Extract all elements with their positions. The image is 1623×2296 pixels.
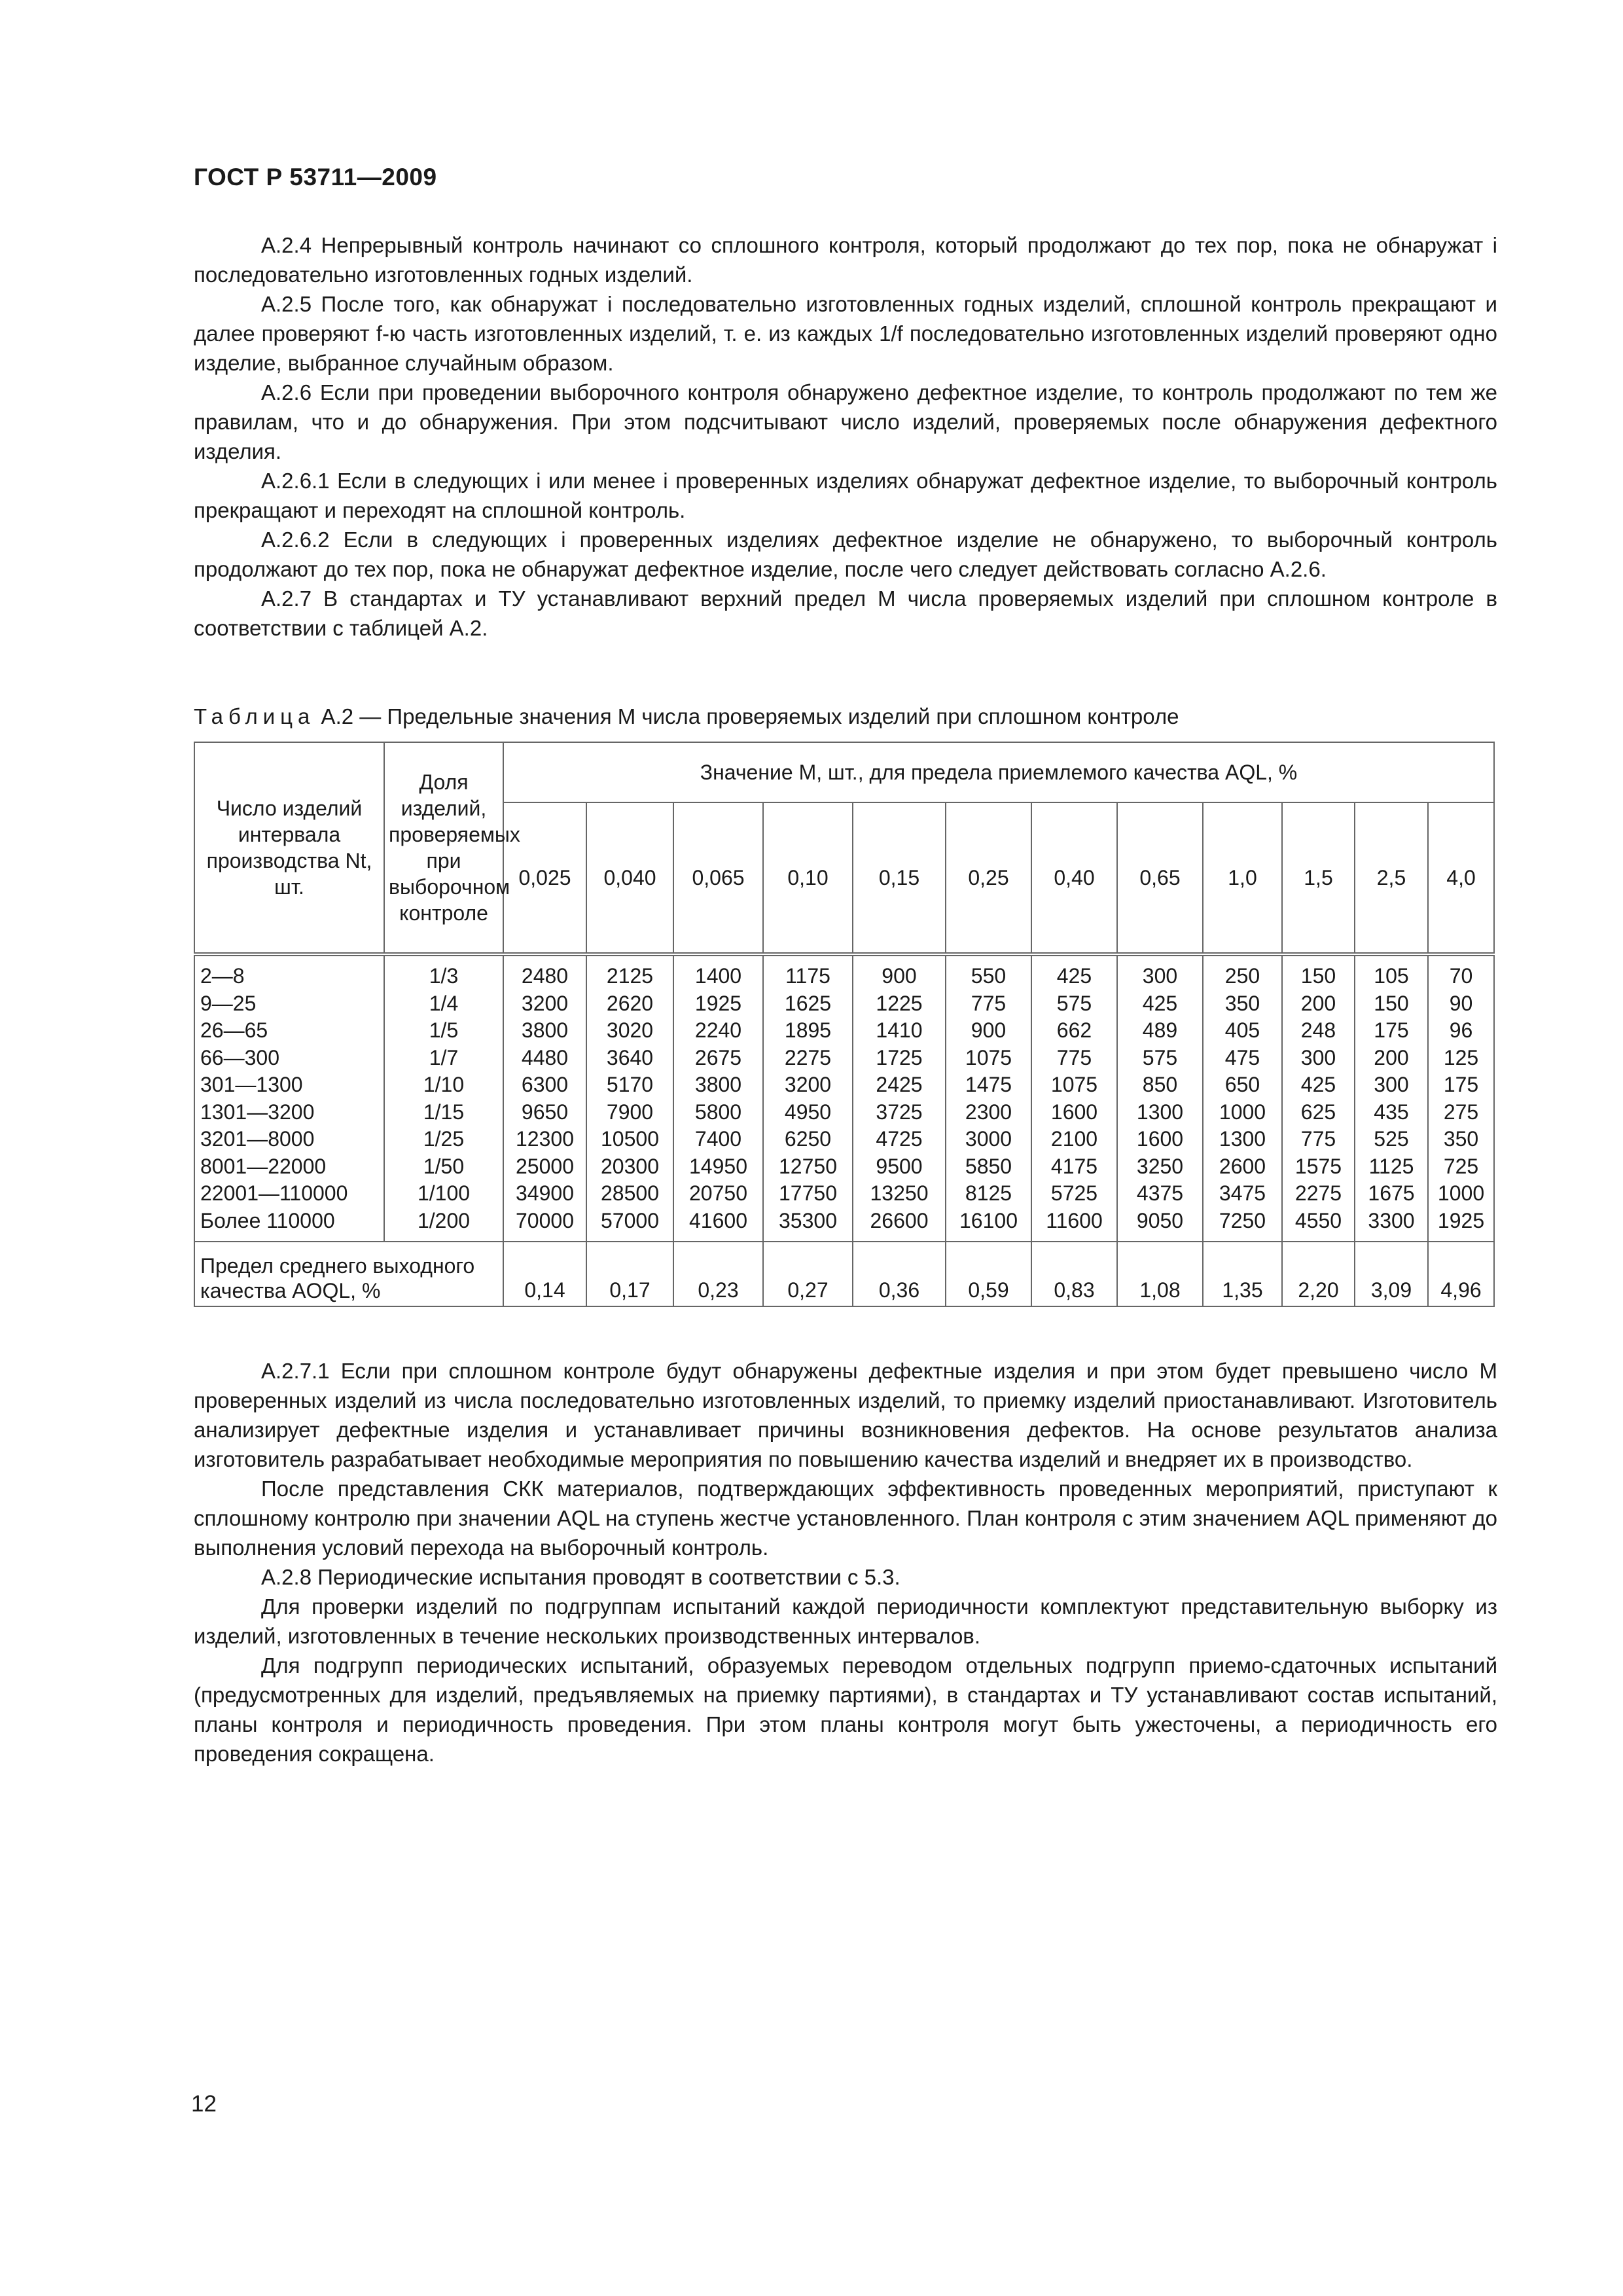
- table-cell: 1895: [784, 1018, 832, 1042]
- aql-header-cell: 0,025: [503, 802, 586, 954]
- value-column: [1117, 954, 1203, 1242]
- table-cell: 20300: [601, 1154, 659, 1178]
- table-cell: 9500: [876, 1154, 923, 1178]
- table-cell: 1300: [1219, 1127, 1266, 1151]
- value-column: [1355, 954, 1428, 1242]
- table-cell: 1/4: [429, 991, 459, 1015]
- col-header-fraction: Доля изделий, проверяемых при выборочном контроле: [384, 742, 503, 954]
- table-cell: 9050: [1136, 1208, 1184, 1232]
- aql-header-cell: 2,5: [1355, 802, 1428, 954]
- table-cell: 301—1300: [200, 1073, 303, 1096]
- table-cell: 850: [1142, 1073, 1178, 1096]
- table-cell: 22001—110000: [200, 1181, 348, 1205]
- document-header: ГОСТ Р 53711—2009: [194, 164, 437, 190]
- table-cell: 1125: [1368, 1154, 1414, 1178]
- table-cell: 2240: [694, 1018, 742, 1042]
- aoql-cell: 0,36: [853, 1242, 946, 1306]
- table-cell: 3201—8000: [200, 1127, 315, 1151]
- table-cell: 1675: [1368, 1181, 1415, 1205]
- table-cell: 435: [1374, 1100, 1409, 1124]
- table-cell: 6300: [521, 1073, 569, 1096]
- table-cell: 4175: [1050, 1154, 1098, 1178]
- aql-header-cell: 0,10: [763, 802, 853, 954]
- paragraph: Для подгрупп периодических испытаний, образуемых переводом отдельных подгрупп приемо-сдаточных испытаний (предусмотренных для изделий, предъявляемых на приемку партиями), в стандартах и ТУ устанавливают состав испытаний, планы контроля и периодичность проведения. При этом планы контроля могут быть ужесточены, а периодичность его проведения сокращена.: [194, 1653, 1497, 1766]
- col-header-interval: Число изделий интервала производства Nt, шт.: [194, 742, 384, 954]
- table-cell: 1075: [1050, 1073, 1098, 1096]
- table-cell: 250: [1224, 964, 1260, 988]
- table-cell: 4725: [876, 1127, 923, 1151]
- table-cell: 3000: [965, 1127, 1012, 1151]
- table-cell: 90: [1449, 991, 1473, 1015]
- table-cell: 900: [971, 1018, 1007, 1042]
- table-cell: 3800: [694, 1073, 742, 1096]
- aql-header-cell: 0,040: [586, 802, 673, 954]
- table-cell: 28500: [601, 1181, 659, 1205]
- aoql-cell: 0,17: [586, 1242, 673, 1306]
- table-cell: 650: [1224, 1073, 1260, 1096]
- table-cell: 12300: [516, 1127, 574, 1151]
- value-column: [946, 954, 1031, 1242]
- table-cell: 3200: [784, 1073, 832, 1096]
- aoql-label: Предел среднего выходного качества AOQL, %: [194, 1242, 503, 1306]
- table-cell: 300: [1142, 964, 1178, 988]
- aql-header-cell: 0,65: [1117, 802, 1203, 954]
- table-cell: 425: [1142, 991, 1178, 1015]
- aoql-cell: 2,20: [1282, 1242, 1355, 1306]
- table-cell: 1/200: [417, 1208, 471, 1232]
- table-cell: 1/3: [429, 964, 459, 988]
- paragraph: А.2.6.1 Если в следующих i или менее i проверенных изделиях обнаружат дефектное изделие, то выборочный контроль прекращают и переходят на сплошной контроль.: [194, 469, 1497, 522]
- paragraph: А.2.6 Если при проведении выборочного контроля обнаружено дефектное изделие, то контроль продолжают по тем же правилам, что и до обнаружения. При этом подсчитывают число изделий, проверяемых после обнаружения дефектного изделия.: [194, 380, 1497, 463]
- table-caption: Таблица А.2 — Предельные значения М числа проверяемых изделий при сплошном контроле: [194, 704, 1179, 728]
- table-cell: 20750: [689, 1181, 747, 1205]
- text-block-bottom: [194, 1356, 1497, 1768]
- table-cell: 1/50: [423, 1154, 465, 1178]
- table-cell: 25000: [516, 1154, 574, 1178]
- table-cell: 1925: [1437, 1208, 1485, 1232]
- table-cell: 11600: [1046, 1208, 1103, 1232]
- table-cell: 2600: [1219, 1154, 1266, 1178]
- paragraph: А.2.4 Непрерывный контроль начинают со сплошного контроля, который продолжают до тех пор, пока не обнаружат i последовательно изготовленных годных изделий.: [194, 233, 1497, 287]
- aoql-cell: 1,08: [1117, 1242, 1203, 1306]
- table-cell: 6250: [784, 1127, 832, 1151]
- table-cell: 1/25: [423, 1127, 465, 1151]
- value-column: [503, 954, 586, 1242]
- aoql-cell: 0,83: [1031, 1242, 1117, 1306]
- value-column: [673, 954, 763, 1242]
- table-cell: 3200: [521, 991, 569, 1015]
- table-cell: 2480: [521, 964, 569, 988]
- table-cell: 8001—22000: [200, 1154, 327, 1178]
- aql-header-cell: 0,40: [1031, 802, 1117, 954]
- table-cell: 1400: [694, 964, 742, 988]
- table-cell: 1925: [694, 991, 742, 1015]
- table-cell: 1300: [1136, 1100, 1184, 1124]
- table-cell: 775: [971, 991, 1007, 1015]
- table-cell: 425: [1300, 1073, 1336, 1096]
- table-cell: 17750: [779, 1181, 837, 1205]
- table-cell: 2620: [606, 991, 654, 1015]
- paragraph: Для проверки изделий по подгруппам испытаний каждой периодичности комплектуют представительную выборку из изделий, изготовленных в течение нескольких производственных интервалов.: [194, 1594, 1497, 1648]
- table-cell: 10500: [601, 1127, 659, 1151]
- table-cell: 3300: [1368, 1208, 1415, 1232]
- paragraph: А.2.7 В стандартах и ТУ устанавливают верхний предел М числа проверяемых изделий при сплошном контроле в соответствии с таблицей А.2.: [194, 586, 1497, 640]
- table-cell: 625: [1300, 1100, 1336, 1124]
- table-cell: 2275: [784, 1045, 832, 1069]
- paragraph: А.2.5 После того, как обнаружат i последовательно изготовленных годных изделий, сплошной контроль прекращают и далее проверяют f-ю часть изготовленных изделий, т. е. из каждых 1/f последовательно изготовленных изделий проверяют одно изделие, выбранное случайным образом.: [194, 292, 1497, 375]
- value-column: [1031, 954, 1117, 1242]
- table-cell: 1475: [965, 1073, 1012, 1096]
- table-cell: 125: [1443, 1045, 1479, 1069]
- table-cell: 12750: [779, 1154, 837, 1178]
- aql-header-cell: 1,0: [1203, 802, 1282, 954]
- table-cell: 1301—3200: [200, 1100, 315, 1124]
- table-cell: 200: [1300, 991, 1336, 1015]
- table-cell: 1/10: [423, 1073, 465, 1096]
- table-cell: 150: [1374, 991, 1409, 1015]
- table-cell: 2675: [694, 1045, 742, 1069]
- aoql-cell: 0,23: [673, 1242, 763, 1306]
- table-cell: 489: [1142, 1018, 1178, 1042]
- value-column: [1282, 954, 1355, 1242]
- table-cell: 1600: [1050, 1100, 1098, 1124]
- table-cell: 575: [1142, 1045, 1178, 1069]
- paragraph: А.2.7.1 Если при сплошном контроле будут обнаружены дефектные изделия и при этом будет превышено число М проверенных изделий из числа последовательно изготовленных изделий, то приемку изделий приостанавливают. Изготовитель анализирует дефектные изделия и устанавливает причины возникновения дефектов. На основе результатов анализа изготовитель разрабатывает необходимые мероприятия по повышению качества изделий и внедряет их в производство.: [194, 1359, 1497, 1471]
- table-cell: 57000: [601, 1208, 659, 1232]
- aql-header-cell: 0,15: [853, 802, 946, 954]
- table-cell: 525: [1374, 1127, 1409, 1151]
- table-cell: 405: [1224, 1018, 1260, 1042]
- table-cell: 300: [1374, 1073, 1409, 1096]
- table-cell: 5170: [606, 1073, 654, 1096]
- table-cell: 175: [1443, 1073, 1479, 1096]
- table-cell: 1075: [965, 1045, 1012, 1069]
- table-cell: 175: [1374, 1018, 1409, 1042]
- table-cell: 1575: [1294, 1154, 1342, 1178]
- table-cell: 34900: [516, 1181, 574, 1205]
- table-cell: 1/100: [417, 1181, 471, 1205]
- table-cell: 3250: [1136, 1154, 1184, 1178]
- aql-header-cell: 0,065: [673, 802, 763, 954]
- table-cell: 4375: [1136, 1181, 1184, 1205]
- table-cell: 35300: [779, 1208, 837, 1232]
- value-column: [763, 954, 853, 1242]
- table-cell: 900: [882, 964, 917, 988]
- text-block-top: [194, 230, 1497, 643]
- table-cell: 1410: [876, 1018, 923, 1042]
- paragraph: После представления СКК материалов, подтверждающих эффективность проведенных мероприятий, приступают к сплошному контролю при значении AQL на ступень жестче установленного. План контроля с этим значением AQL применяют до выполнения условий перехода на выборочный контроль.: [194, 1477, 1497, 1560]
- table-cell: 775: [1300, 1127, 1336, 1151]
- table-cell: 1225: [876, 991, 923, 1015]
- table-cell: 5725: [1050, 1181, 1098, 1205]
- table-cell: 662: [1056, 1018, 1092, 1042]
- table-cell: 1/7: [429, 1045, 459, 1069]
- table-cell: 2125: [606, 964, 654, 988]
- aql-header-cell: 0,25: [946, 802, 1031, 954]
- table-cell: 70000: [516, 1208, 574, 1232]
- table-cell: 1725: [876, 1045, 923, 1069]
- aoql-cell: 1,35: [1203, 1242, 1282, 1306]
- table-cell: 275: [1443, 1100, 1479, 1124]
- table-cell: 3020: [606, 1018, 654, 1042]
- table-cell: 248: [1300, 1018, 1336, 1042]
- table-cell: 3640: [606, 1045, 654, 1069]
- table-cell: 1625: [784, 991, 832, 1015]
- value-column: [1203, 954, 1282, 1242]
- table-cell: 7400: [694, 1127, 742, 1151]
- table-cell: 9650: [521, 1100, 569, 1124]
- table-cell: 2300: [965, 1100, 1012, 1124]
- fraction-column: [384, 954, 503, 1242]
- interval-column: [194, 954, 384, 1242]
- value-column: [1428, 954, 1494, 1242]
- table-cell: 2100: [1050, 1127, 1098, 1151]
- table-cell: 425: [1056, 964, 1092, 988]
- table-cell: 775: [1056, 1045, 1092, 1069]
- table-cell: 5850: [965, 1154, 1012, 1178]
- table-cell: 350: [1443, 1127, 1479, 1151]
- value-column: [853, 954, 946, 1242]
- table-cell: 96: [1449, 1018, 1473, 1042]
- table-cell: 2425: [876, 1073, 923, 1096]
- table-cell: 14950: [689, 1154, 747, 1178]
- table-cell: 105: [1374, 964, 1409, 988]
- table-cell: 550: [971, 964, 1007, 988]
- table-cell: 41600: [689, 1208, 747, 1232]
- table-cell: Более 110000: [200, 1208, 335, 1232]
- table-cell: 9—25: [200, 991, 257, 1015]
- aoql-cell: 0,59: [946, 1242, 1031, 1306]
- table-cell: 2—8: [200, 964, 245, 988]
- aoql-cell: 0,14: [503, 1242, 586, 1306]
- table-cell: 725: [1443, 1154, 1479, 1178]
- table-cell: 1600: [1136, 1127, 1184, 1151]
- table-cell: 3725: [876, 1100, 923, 1124]
- table-cell: 8125: [965, 1181, 1012, 1205]
- table-cell: 1000: [1437, 1181, 1485, 1205]
- table-cell: 4550: [1294, 1208, 1342, 1232]
- aql-header-cell: 4,0: [1428, 802, 1494, 954]
- table-cell: 3800: [521, 1018, 569, 1042]
- aoql-cell: 3,09: [1355, 1242, 1428, 1306]
- table-cell: 200: [1374, 1045, 1409, 1069]
- table-cell: 1175: [785, 964, 830, 988]
- value-column: [586, 954, 673, 1242]
- table-cell: 16100: [959, 1208, 1018, 1232]
- page-number: 12: [191, 2091, 217, 2117]
- paragraph: А.2.6.2 Если в следующих i проверенных изделиях дефектное изделие не обнаружено, то выборочный контроль продолжают до тех пор, пока не обнаружат дефектное изделие, после чего следует действовать согласно А.2.6.: [194, 528, 1497, 581]
- aoql-cell: 4,96: [1428, 1242, 1494, 1306]
- table-cell: 150: [1300, 964, 1336, 988]
- table-cell: 13250: [870, 1181, 929, 1205]
- col-header-group: Значение М, шт., для предела приемлемого качества AQL, %: [503, 742, 1494, 802]
- table-cell: 7250: [1219, 1208, 1266, 1232]
- table-cell: 70: [1449, 964, 1473, 988]
- table-cell: 3475: [1219, 1181, 1266, 1205]
- table-cell: 475: [1224, 1045, 1260, 1069]
- paragraph: А.2.8 Периодические испытания проводят в соответствии с 5.3.: [261, 1565, 901, 1589]
- table-cell: 66—300: [200, 1045, 279, 1069]
- aoql-cell: 0,27: [763, 1242, 853, 1306]
- table-cell: 575: [1056, 991, 1092, 1015]
- table-cell: 2275: [1294, 1181, 1342, 1205]
- table-cell: 4480: [521, 1045, 569, 1069]
- table-cell: 26600: [870, 1208, 929, 1232]
- aql-header-cell: 1,5: [1282, 802, 1355, 954]
- table-cell: 1/5: [429, 1018, 459, 1042]
- table-cell: 350: [1224, 991, 1260, 1015]
- table-cell: 7900: [606, 1100, 654, 1124]
- table-cell: 300: [1300, 1045, 1336, 1069]
- table-cell: 1/15: [423, 1100, 465, 1124]
- table-cell: 5800: [694, 1100, 742, 1124]
- table-cell: 26—65: [200, 1018, 268, 1042]
- table-cell: 4950: [784, 1100, 832, 1124]
- table-cell: 1000: [1219, 1100, 1266, 1124]
- limits-table: [194, 742, 1495, 1307]
